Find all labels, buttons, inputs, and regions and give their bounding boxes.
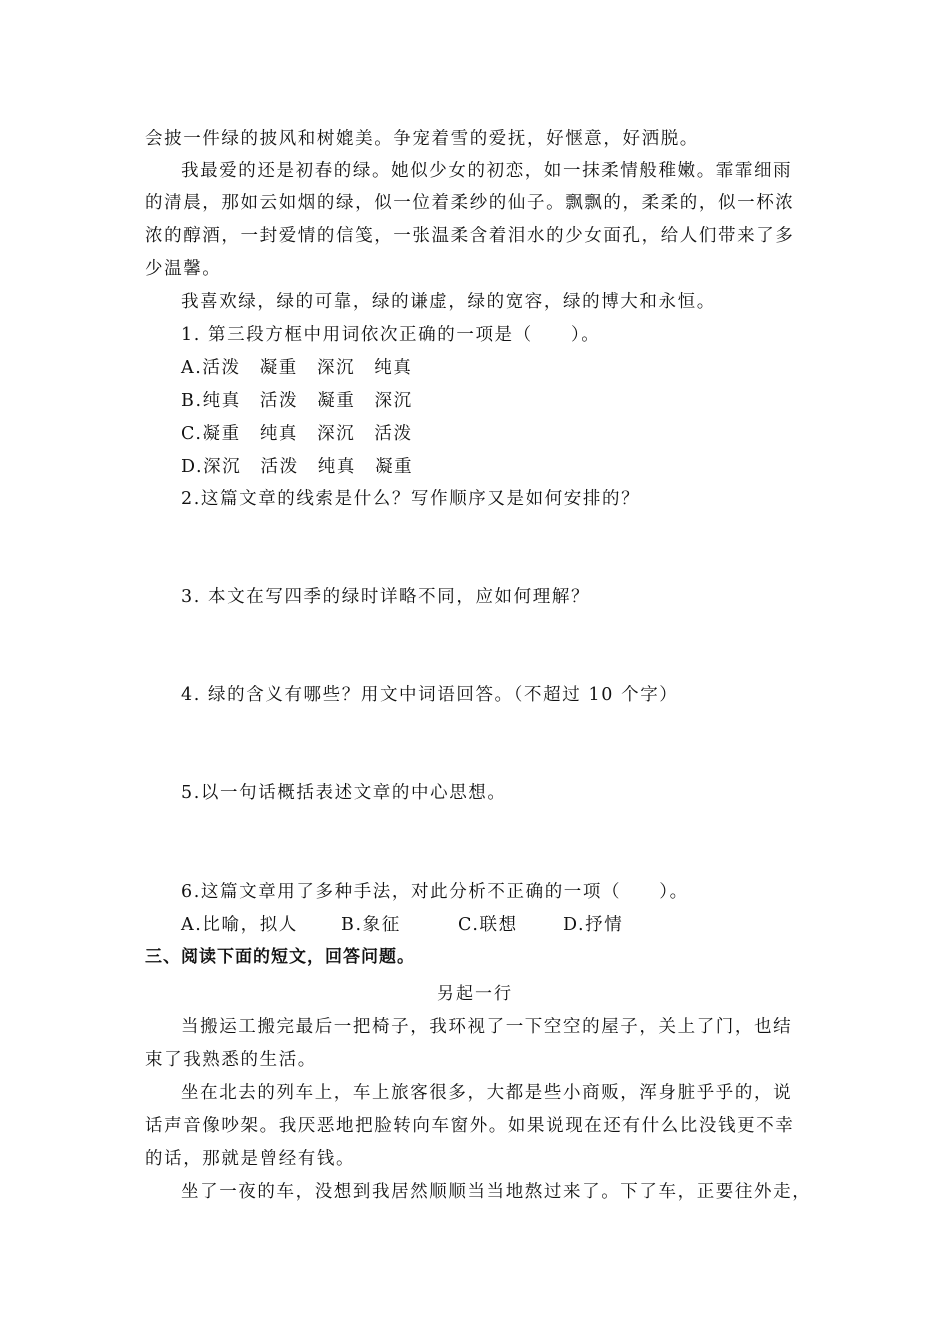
article-line-1: 当搬运工搬完最后一把椅子，我环视了一下空空的屋子，关上了门，也结: [181, 1017, 793, 1037]
article-line-3: 坐在北去的列车上，车上旅客很多，大都是些小商贩，浑身脏乎乎的，说: [181, 1083, 793, 1103]
question-5: 5.以一句话概括表述文章的中心思想。: [181, 783, 507, 803]
question-6-option-d: D.抒情: [563, 915, 624, 935]
question-6-option-b: B.象征: [341, 915, 401, 935]
article-line-4: 话声音像吵架。我厌恶地把脸转向车窗外。如果说现在还有什么比没钱更不幸: [145, 1116, 795, 1136]
question-1-option-a: A.活泼 凝重 深沉 纯真: [181, 358, 413, 378]
question-2: 2.这篇文章的线索是什么？写作顺序又是如何安排的？: [181, 489, 641, 509]
passage-line-6: 我喜欢绿，绿的可靠，绿的谦虚，绿的宽容，绿的博大和永恒。: [181, 292, 716, 312]
passage-line-2: 我最爱的还是初春的绿。她似少女的初恋，如一抹柔情般稚嫩。霏霏细雨: [181, 161, 793, 181]
question-6-option-c: C.联想: [458, 915, 518, 935]
question-6-options: [181, 914, 851, 936]
question-1-option-b: B.纯真 活泼 凝重 深沉: [181, 391, 413, 411]
passage-line-4: 浓的醇酒，一封爱情的信笺，一张温柔含着泪水的少女面孔，给人们带来了多: [145, 226, 795, 246]
question-4: 4. 绿的含义有哪些？用文中词语回答。（不超过 10 个字）: [181, 685, 679, 705]
article-line-2: 束了我熟悉的生活。: [145, 1050, 317, 1070]
question-1-option-c: C.凝重 纯真 深沉 活泼: [181, 424, 413, 444]
question-6-option-a: A.比喻，拟人: [181, 915, 298, 935]
question-3: 3. 本文在写四季的绿时详略不同，应如何理解？: [181, 587, 591, 607]
section-heading: 三、阅读下面的短文，回答问题。: [145, 947, 415, 967]
question-1-option-d: D.深沉 活泼 纯真 凝重: [181, 457, 414, 477]
passage-line-3: 的清晨，那如云如烟的绿，似一位着柔纱的仙子。飘飘的，柔柔的，似一杯浓: [145, 193, 795, 213]
article-line-6: 坐了一夜的车，没想到我居然顺顺当当地熬过来了。下了车，正要往外走，: [181, 1182, 812, 1202]
question-6: 6.这篇文章用了多种手法，对此分析不正确的一项（ ）。: [181, 882, 689, 902]
passage-line-5: 少温馨。: [145, 259, 222, 279]
question-1: 1. 第三段方框中用词依次正确的一项是（ ）。: [181, 325, 601, 345]
article-line-5: 的话，那就是曾经有钱。: [145, 1149, 356, 1169]
article-title: 另起一行: [437, 984, 513, 1004]
passage-line-1: 会披一件绿的披风和树媲美。争宠着雪的爱抚，好惬意，好洒脱。: [145, 129, 699, 149]
